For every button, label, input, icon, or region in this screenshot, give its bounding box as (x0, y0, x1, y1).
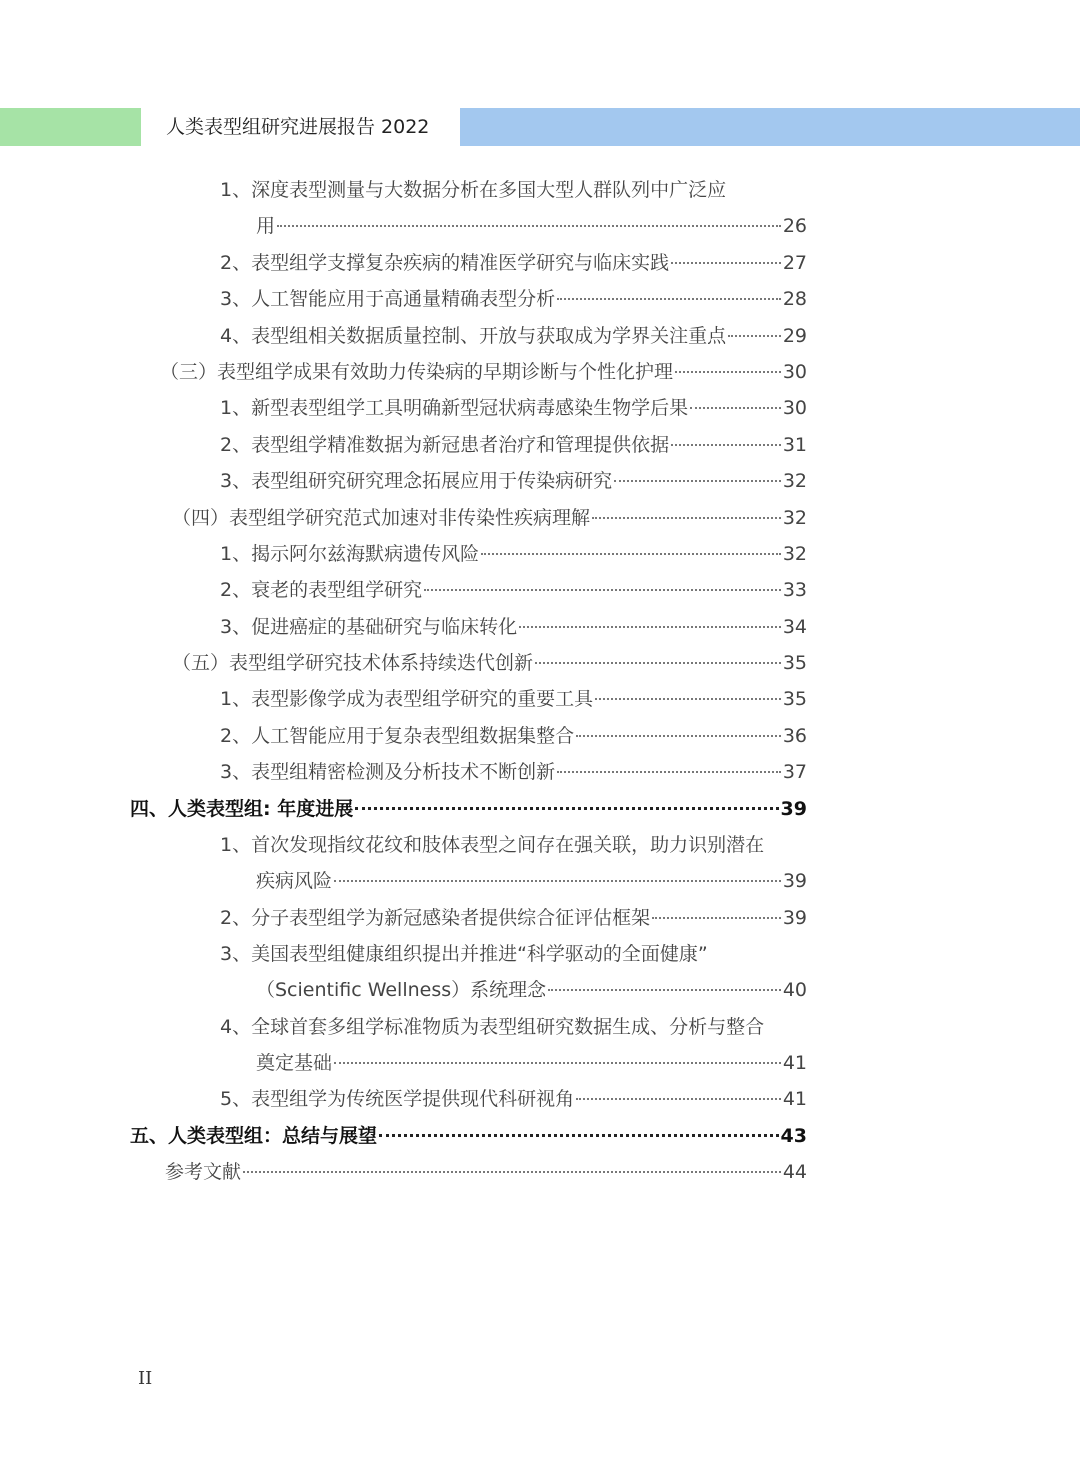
toc-leader (557, 298, 781, 300)
toc-leader (675, 371, 781, 373)
toc-leader (690, 407, 781, 409)
toc-entry-label: 2、人工智能应用于复杂表型组数据集整合 (220, 725, 575, 747)
toc-page-number: 29 (782, 325, 807, 347)
toc-entry-line: 1、深度表型测量与大数据分析在多国大型人群队列中广泛应 (220, 179, 727, 201)
header-blue-band (460, 108, 1080, 146)
toc-entry-label: 用 (256, 215, 276, 237)
toc-entry-label: 2、表型组学精准数据为新冠患者治疗和管理提供依据 (220, 434, 670, 456)
toc-page-number: 35 (782, 652, 807, 674)
header-band (0, 108, 1080, 146)
toc-entry[interactable] (220, 900, 807, 936)
toc-entry[interactable] (220, 718, 807, 754)
toc-page-number: 27 (782, 252, 807, 274)
toc-entry[interactable] (256, 863, 807, 899)
toc-page-number: 35 (782, 688, 807, 710)
toc-entry[interactable] (220, 390, 807, 426)
toc-entry-label: 四、人类表型组: 年度进展 (130, 798, 354, 820)
toc-entry-line: 1、首次发现指纹花纹和肢体表型之间存在强关联，助力识别潜在 (220, 834, 765, 856)
toc-chapter[interactable] (130, 1118, 807, 1154)
toc-leader (595, 698, 781, 700)
toc-leader (481, 553, 781, 555)
toc-entry[interactable] (256, 208, 807, 244)
toc-leader (557, 771, 781, 773)
toc-page-number: 44 (782, 1161, 807, 1183)
toc-leader (355, 807, 778, 810)
toc-entry-label: 3、人工智能应用于高通量精确表型分析 (220, 288, 556, 310)
toc-entry-label: 奠定基础 (256, 1052, 333, 1074)
toc-entry-label: 3、表型组研究研究理念拓展应用于传染病研究 (220, 470, 613, 492)
header-green-band (0, 108, 141, 146)
toc-leader (334, 880, 781, 882)
toc-section[interactable] (172, 645, 807, 681)
toc-entry-label: 1、表型影像学成为表型组学研究的重要工具 (220, 688, 594, 710)
toc-page-number: 37 (782, 761, 807, 783)
toc-leader (592, 517, 781, 519)
toc-references[interactable] (165, 1154, 807, 1190)
toc-page-number: 39 (780, 798, 807, 820)
toc-chapter[interactable] (130, 791, 807, 827)
toc-entry[interactable] (220, 245, 807, 281)
toc-leader (671, 444, 781, 446)
toc-entry[interactable] (220, 572, 807, 608)
toc-entry-label: 疾病风险 (256, 870, 333, 892)
toc-page-number: 39 (782, 870, 807, 892)
toc-leader (671, 262, 781, 264)
toc-page-number: 34 (782, 616, 807, 638)
toc-entry[interactable] (220, 536, 807, 572)
toc-entry-label: （三）表型组学成果有效助力传染病的早期诊断与个性化护理 (160, 361, 674, 383)
header-title: 人类表型组研究进展报告 2022 (166, 116, 430, 138)
toc-page-number: 41 (782, 1088, 807, 1110)
toc-page-number: 39 (782, 907, 807, 929)
toc-entry[interactable] (220, 681, 807, 717)
toc-page-number: 43 (780, 1125, 807, 1147)
toc-page-number: 32 (782, 507, 807, 529)
toc-entry-label: （四）表型组学研究范式加速对非传染性疾病理解 (172, 507, 591, 529)
toc-entry[interactable] (220, 427, 807, 463)
page-number: II (138, 1368, 153, 1389)
toc-leader (334, 1062, 781, 1064)
toc-entry-label: （五）表型组学研究技术体系持续迭代创新 (172, 652, 534, 674)
toc-page-number: 33 (782, 579, 807, 601)
toc-entry[interactable] (220, 609, 807, 645)
toc-page-number: 32 (782, 543, 807, 565)
toc-page-number: 40 (782, 979, 807, 1001)
toc-entry-label: 1、新型表型组学工具明确新型冠状病毒感染生物学后果 (220, 397, 689, 419)
toc-entry-label: 3、表型组精密检测及分析技术不断创新 (220, 761, 556, 783)
toc-entry[interactable] (220, 281, 807, 317)
toc-leader (728, 335, 781, 337)
toc-entry-label: 3、促进癌症的基础研究与临床转化 (220, 616, 518, 638)
toc-page-number: 36 (782, 725, 807, 747)
toc-page-number: 26 (782, 215, 807, 237)
toc-entry[interactable] (256, 1045, 807, 1081)
toc-section[interactable] (160, 354, 807, 390)
toc-entry-label: 2、表型组学支撑复杂疾病的精准医学研究与临床实践 (220, 252, 670, 274)
toc-entry-label: 2、分子表型组学为新冠感染者提供综合征评估框架 (220, 907, 651, 929)
toc-leader (535, 662, 781, 664)
toc-entry[interactable] (220, 463, 807, 499)
toc-leader (548, 989, 781, 991)
toc-page-number: 30 (782, 397, 807, 419)
toc-entry-line: 3、美国表型组健康组织提出并推进“科学驱动的全面健康” (220, 943, 708, 965)
toc-leader (576, 1098, 781, 1100)
toc-entry-label: 4、表型组相关数据质量控制、开放与获取成为学界关注重点 (220, 325, 727, 347)
toc-leader (424, 589, 781, 591)
toc-entry-label: 五、人类表型组：总结与展望 (130, 1125, 378, 1147)
toc-entry-label: 5、表型组学为传统医学提供现代科研视角 (220, 1088, 575, 1110)
toc-entry[interactable] (220, 318, 807, 354)
toc-leader (652, 917, 781, 919)
toc-leader (277, 225, 781, 227)
toc-entry-line: 4、全球首套多组学标准物质为表型组研究数据生成、分析与整合 (220, 1016, 765, 1038)
toc-entry-label: 2、衰老的表型组学研究 (220, 579, 423, 601)
toc-leader (576, 735, 781, 737)
toc-entry[interactable] (220, 754, 807, 790)
toc-page-number: 28 (782, 288, 807, 310)
toc-leader (379, 1134, 779, 1137)
toc-leader (519, 626, 781, 628)
toc-entry-label: （Scientific Wellness）系统理念 (256, 979, 547, 1001)
toc-page-number: 32 (782, 470, 807, 492)
toc-entry-label: 1、揭示阿尔兹海默病遗传风险 (220, 543, 480, 565)
toc-entry[interactable] (220, 1081, 807, 1117)
toc-page-number: 31 (782, 434, 807, 456)
toc-leader (243, 1171, 781, 1173)
toc-page-number: 41 (782, 1052, 807, 1074)
toc-section[interactable] (172, 500, 807, 536)
toc-page-number: 30 (782, 361, 807, 383)
toc-entry-label: 参考文献 (165, 1161, 242, 1183)
toc-leader (614, 480, 781, 482)
toc-entry[interactable] (256, 972, 807, 1008)
